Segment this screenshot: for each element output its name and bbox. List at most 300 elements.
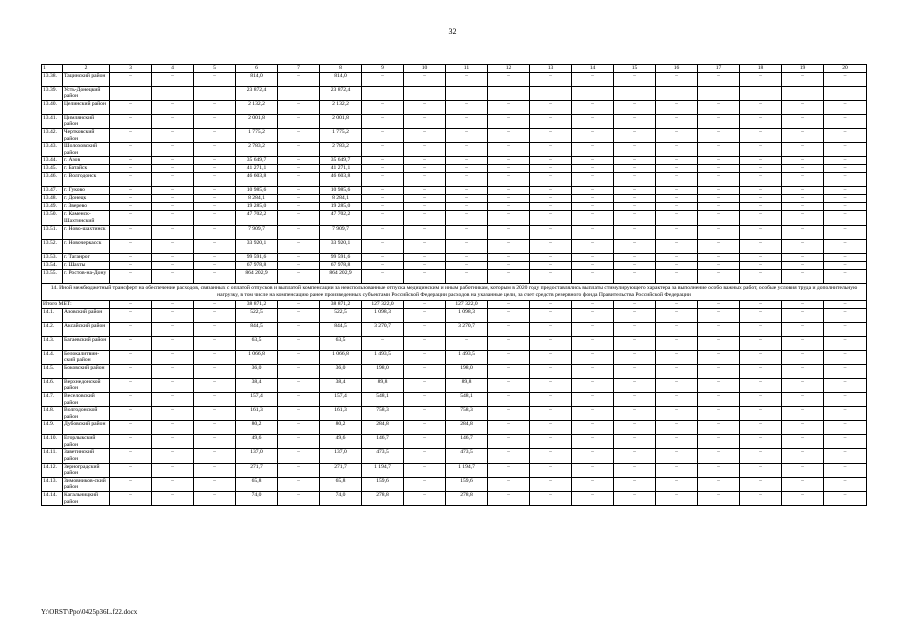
value-cell: – <box>194 463 236 477</box>
value-cell: – <box>530 173 572 187</box>
value-cell: – <box>614 477 656 491</box>
value-cell: – <box>614 378 656 392</box>
value-cell: – <box>194 239 236 253</box>
value-cell: – <box>362 143 404 157</box>
value-cell: – <box>362 203 404 211</box>
column-number-cell: 14 <box>572 65 614 73</box>
value-cell: – <box>404 463 446 477</box>
value-cell: – <box>698 269 740 283</box>
value-cell: – <box>572 195 614 203</box>
value-cell: – <box>782 449 824 463</box>
value-cell: – <box>614 72 656 86</box>
value-cell: – <box>530 350 572 364</box>
row-number-cell: 14.4. <box>42 350 63 364</box>
value-cell: – <box>614 407 656 421</box>
value-cell: – <box>488 72 530 86</box>
value-cell: – <box>194 392 236 406</box>
value-cell: – <box>614 239 656 253</box>
value-cell: – <box>572 269 614 283</box>
value-cell: – <box>572 364 614 378</box>
column-number-cell: 20 <box>824 65 867 73</box>
value-cell: – <box>740 336 782 350</box>
value-cell: – <box>824 128 867 142</box>
value-cell: – <box>194 173 236 187</box>
value-cell: 99 591,6 <box>236 253 278 261</box>
value-cell: 8 284,1 <box>236 195 278 203</box>
value-cell: – <box>824 100 867 114</box>
column-number-cell: 3 <box>110 65 152 73</box>
value-cell: – <box>740 211 782 225</box>
value-cell: – <box>488 421 530 435</box>
value-cell: 3 270,7 <box>362 322 404 336</box>
value-cell: – <box>152 322 194 336</box>
value-cell: – <box>488 165 530 173</box>
value-cell: – <box>698 261 740 269</box>
value-cell: – <box>782 378 824 392</box>
column-number-cell: 18 <box>740 65 782 73</box>
value-cell: – <box>530 477 572 491</box>
value-cell: – <box>152 269 194 283</box>
value-cell: – <box>572 211 614 225</box>
table-row <box>42 239 867 253</box>
row-number-cell: 13.49. <box>42 203 63 211</box>
value-cell: – <box>488 261 530 269</box>
value-cell: 159,6 <box>362 477 404 491</box>
value-cell: – <box>572 435 614 449</box>
value-cell: – <box>278 322 320 336</box>
value-cell: – <box>362 239 404 253</box>
value-cell: – <box>656 421 698 435</box>
value-cell: – <box>362 269 404 283</box>
value-cell: – <box>614 211 656 225</box>
value-cell: 47 702,2 <box>320 211 362 225</box>
value-cell: – <box>740 203 782 211</box>
value-cell: – <box>404 350 446 364</box>
value-cell: – <box>572 114 614 128</box>
value-cell: – <box>404 336 446 350</box>
value-cell: 99 591,6 <box>320 253 362 261</box>
value-cell: – <box>446 143 488 157</box>
value-cell: – <box>488 364 530 378</box>
value-cell: – <box>110 269 152 283</box>
value-cell: – <box>110 253 152 261</box>
table-row <box>42 449 867 463</box>
value-cell: – <box>698 350 740 364</box>
value-cell: – <box>488 143 530 157</box>
municipality-name-cell: г. Новочеркасск <box>63 239 110 253</box>
total-row <box>42 300 867 308</box>
value-cell: – <box>530 322 572 336</box>
value-cell: – <box>194 350 236 364</box>
table-row <box>42 165 867 173</box>
value-cell: 548,1 <box>446 392 488 406</box>
value-cell: – <box>152 203 194 211</box>
value-cell: – <box>278 477 320 491</box>
value-cell: – <box>740 143 782 157</box>
value-cell: – <box>782 308 824 322</box>
total-value-cell: – <box>698 300 740 308</box>
value-cell: 80,2 <box>320 421 362 435</box>
value-cell: – <box>446 253 488 261</box>
value-cell: – <box>572 143 614 157</box>
value-cell: – <box>782 203 824 211</box>
value-cell: – <box>824 421 867 435</box>
value-cell: – <box>488 308 530 322</box>
value-cell: – <box>656 392 698 406</box>
table-row <box>42 187 867 195</box>
value-cell: – <box>194 225 236 239</box>
row-number-cell: 13.40. <box>42 100 63 114</box>
value-cell: – <box>824 165 867 173</box>
value-cell: – <box>656 449 698 463</box>
value-cell: – <box>530 435 572 449</box>
value-cell: – <box>782 269 824 283</box>
value-cell: – <box>404 407 446 421</box>
value-cell: – <box>152 128 194 142</box>
value-cell: – <box>110 308 152 322</box>
value-cell: – <box>110 463 152 477</box>
value-cell: 23 872,4 <box>236 86 278 100</box>
value-cell: – <box>488 187 530 195</box>
value-cell: 46 603,8 <box>236 173 278 187</box>
value-cell: – <box>656 253 698 261</box>
municipality-name-cell: Шолоховский район <box>63 143 110 157</box>
value-cell: – <box>152 187 194 195</box>
value-cell: – <box>194 492 236 506</box>
value-cell: – <box>656 157 698 165</box>
value-cell: – <box>488 211 530 225</box>
row-number-cell: 13.52. <box>42 239 63 253</box>
value-cell: – <box>740 261 782 269</box>
value-cell: – <box>110 203 152 211</box>
value-cell: 271,7 <box>320 463 362 477</box>
value-cell: – <box>614 100 656 114</box>
value-cell: – <box>110 261 152 269</box>
value-cell: – <box>404 211 446 225</box>
value-cell: – <box>740 100 782 114</box>
row-number-cell: 13.43. <box>42 143 63 157</box>
value-cell: – <box>824 463 867 477</box>
value-cell: – <box>656 114 698 128</box>
table-row <box>42 350 867 364</box>
value-cell: – <box>698 143 740 157</box>
value-cell: 2 132,2 <box>320 100 362 114</box>
column-number-cell: 9 <box>362 65 404 73</box>
value-cell: 10 985,6 <box>320 187 362 195</box>
row-number-cell: 14.1. <box>42 308 63 322</box>
value-cell: 19 285,0 <box>320 203 362 211</box>
value-cell: – <box>614 157 656 165</box>
municipality-name-cell: Заветинский район <box>63 449 110 463</box>
value-cell: – <box>614 364 656 378</box>
value-cell <box>194 86 236 100</box>
value-cell: – <box>572 492 614 506</box>
value-cell <box>698 86 740 100</box>
value-cell: – <box>740 269 782 283</box>
value-cell: – <box>782 187 824 195</box>
value-cell: – <box>698 336 740 350</box>
municipality-name-cell: Верхнедонской район <box>63 378 110 392</box>
value-cell: – <box>194 100 236 114</box>
value-cell: – <box>488 269 530 283</box>
value-cell: 161,3 <box>320 407 362 421</box>
value-cell: – <box>572 308 614 322</box>
value-cell: – <box>824 477 867 491</box>
municipality-name-cell: Азовский район <box>63 308 110 322</box>
value-cell: – <box>152 350 194 364</box>
municipality-name-cell: г. Шахты <box>63 261 110 269</box>
value-cell: – <box>194 407 236 421</box>
value-cell: – <box>740 421 782 435</box>
value-cell: 23 872,4 <box>320 86 362 100</box>
value-cell: – <box>488 336 530 350</box>
table-row <box>42 364 867 378</box>
table-row <box>42 477 867 491</box>
total-value-cell: – <box>530 300 572 308</box>
value-cell: – <box>824 195 867 203</box>
value-cell: – <box>782 492 824 506</box>
value-cell: – <box>782 477 824 491</box>
value-cell: – <box>110 225 152 239</box>
value-cell: – <box>110 492 152 506</box>
value-cell: – <box>278 421 320 435</box>
municipality-name-cell: Белокалитвин-ский район <box>63 350 110 364</box>
value-cell: – <box>152 421 194 435</box>
value-cell: – <box>488 392 530 406</box>
value-cell: – <box>152 143 194 157</box>
value-cell: – <box>446 187 488 195</box>
value-cell: – <box>740 477 782 491</box>
total-value-cell: – <box>278 300 320 308</box>
value-cell: 157,4 <box>320 392 362 406</box>
municipality-name-cell: Веселовский район <box>63 392 110 406</box>
table-row <box>42 336 867 350</box>
value-cell: – <box>782 165 824 173</box>
value-cell: – <box>446 165 488 173</box>
value-cell: 65,8 <box>320 477 362 491</box>
value-cell: – <box>446 203 488 211</box>
value-cell <box>656 86 698 100</box>
value-cell: – <box>404 421 446 435</box>
value-cell: – <box>572 225 614 239</box>
value-cell: 63,5 <box>236 336 278 350</box>
value-cell: – <box>614 350 656 364</box>
value-cell: – <box>446 261 488 269</box>
value-cell: – <box>530 449 572 463</box>
value-cell: – <box>404 269 446 283</box>
value-cell: – <box>110 157 152 165</box>
value-cell: – <box>152 72 194 86</box>
value-cell: 814,0 <box>236 72 278 86</box>
value-cell: – <box>572 477 614 491</box>
row-number-cell: 13.45. <box>42 165 63 173</box>
value-cell: – <box>530 211 572 225</box>
value-cell: – <box>698 308 740 322</box>
value-cell: – <box>572 463 614 477</box>
value-cell: – <box>572 239 614 253</box>
value-cell: – <box>278 492 320 506</box>
value-cell: – <box>614 449 656 463</box>
value-cell: – <box>194 195 236 203</box>
section-title: 14. Иной межбюджетный трансферт на обеспечение расходов, связанных с оплатой отпусков и выплатой компенсации за неиспользованные отпуска медицинским и иным работникам, которым в 2020 году предоставлялись выплаты стимулирующего характера за выполнение особо важных работ, особые условия труда и дополнительную нагрузку, в том числе на компенсацию ранее произведенных субъектами Российской Федерации расходов на указанные цели, за счет средств резервного фонда Правительства Российской Федерации <box>42 283 867 300</box>
value-cell: 284,8 <box>362 421 404 435</box>
value-cell: – <box>194 203 236 211</box>
value-cell: – <box>530 336 572 350</box>
value-cell: – <box>110 143 152 157</box>
value-cell: 758,3 <box>446 407 488 421</box>
budget-table <box>41 64 867 506</box>
value-cell: – <box>362 128 404 142</box>
value-cell: – <box>446 128 488 142</box>
value-cell: – <box>404 308 446 322</box>
value-cell: – <box>488 239 530 253</box>
value-cell: – <box>362 157 404 165</box>
value-cell: – <box>194 449 236 463</box>
value-cell <box>110 86 152 100</box>
value-cell: – <box>740 187 782 195</box>
value-cell: 19 285,0 <box>236 203 278 211</box>
value-cell: – <box>110 364 152 378</box>
value-cell: – <box>530 195 572 203</box>
table-row <box>42 203 867 211</box>
value-cell: – <box>110 114 152 128</box>
value-cell: – <box>362 211 404 225</box>
value-cell: 2 001,8 <box>236 114 278 128</box>
table-row <box>42 128 867 142</box>
value-cell: 74,0 <box>236 492 278 506</box>
total-value-cell: – <box>824 300 867 308</box>
value-cell: 65,8 <box>236 477 278 491</box>
value-cell: – <box>404 225 446 239</box>
value-cell: 1 194,7 <box>362 463 404 477</box>
row-number-cell: 13.41. <box>42 114 63 128</box>
value-cell: – <box>110 322 152 336</box>
value-cell: – <box>782 463 824 477</box>
value-cell: – <box>530 261 572 269</box>
municipality-name-cell: г. Гуково <box>63 187 110 195</box>
municipality-name-cell: г. Ростов-на-Дону <box>63 269 110 283</box>
value-cell: – <box>782 435 824 449</box>
column-number-cell: 5 <box>194 65 236 73</box>
value-cell: – <box>194 378 236 392</box>
value-cell: 146,7 <box>362 435 404 449</box>
value-cell: – <box>614 308 656 322</box>
value-cell: – <box>446 239 488 253</box>
value-cell: 284,8 <box>446 421 488 435</box>
value-cell: – <box>656 165 698 173</box>
value-cell: – <box>404 492 446 506</box>
value-cell: – <box>278 378 320 392</box>
value-cell: – <box>824 173 867 187</box>
value-cell: – <box>152 157 194 165</box>
value-cell: 2 783,2 <box>320 143 362 157</box>
value-cell: – <box>698 463 740 477</box>
value-cell: – <box>194 128 236 142</box>
row-number-cell: 13.38. <box>42 72 63 86</box>
value-cell: – <box>446 225 488 239</box>
value-cell: – <box>740 308 782 322</box>
value-cell: – <box>110 407 152 421</box>
value-cell: – <box>740 492 782 506</box>
value-cell: – <box>614 225 656 239</box>
total-value-cell: – <box>488 300 530 308</box>
row-number-cell: 14.3. <box>42 336 63 350</box>
table-row <box>42 435 867 449</box>
value-cell: 1 194,7 <box>446 463 488 477</box>
value-cell: – <box>530 378 572 392</box>
row-number-cell: 14.14. <box>42 492 63 506</box>
value-cell <box>740 86 782 100</box>
value-cell: 1 493,5 <box>362 350 404 364</box>
value-cell: – <box>278 100 320 114</box>
value-cell: – <box>530 407 572 421</box>
total-value-cell: – <box>404 300 446 308</box>
table-row <box>42 86 867 100</box>
value-cell: – <box>572 253 614 261</box>
value-cell: 814,0 <box>320 72 362 86</box>
value-cell: – <box>782 322 824 336</box>
value-cell: – <box>278 308 320 322</box>
value-cell: 46 603,8 <box>320 173 362 187</box>
value-cell: – <box>824 261 867 269</box>
table-row <box>42 269 867 283</box>
column-number-cell: 8 <box>320 65 362 73</box>
value-cell: – <box>614 336 656 350</box>
value-cell: 89,8 <box>446 378 488 392</box>
value-cell <box>572 86 614 100</box>
value-cell: 157,4 <box>236 392 278 406</box>
value-cell: – <box>404 449 446 463</box>
municipality-name-cell: Чертковский район <box>63 128 110 142</box>
value-cell: 758,3 <box>362 407 404 421</box>
value-cell: – <box>572 128 614 142</box>
value-cell: – <box>488 435 530 449</box>
municipality-name-cell: Егорлыкский район <box>63 435 110 449</box>
value-cell: – <box>488 350 530 364</box>
total-value-cell: – <box>152 300 194 308</box>
value-cell: – <box>530 253 572 261</box>
value-cell: – <box>278 253 320 261</box>
value-cell: – <box>740 407 782 421</box>
column-number-cell: 11 <box>446 65 488 73</box>
value-cell: – <box>488 173 530 187</box>
value-cell: – <box>194 269 236 283</box>
value-cell: – <box>782 261 824 269</box>
value-cell: 80,2 <box>236 421 278 435</box>
value-cell: – <box>530 187 572 195</box>
value-cell: – <box>782 253 824 261</box>
municipality-name-cell: Дубовский район <box>63 421 110 435</box>
column-number-cell: 4 <box>152 65 194 73</box>
value-cell: – <box>782 407 824 421</box>
value-cell: 844,5 <box>320 322 362 336</box>
municipality-name-cell: г. Азов <box>63 157 110 165</box>
value-cell: 3 270,7 <box>446 322 488 336</box>
value-cell: – <box>824 435 867 449</box>
value-cell: – <box>530 421 572 435</box>
value-cell: 1 775,2 <box>236 128 278 142</box>
total-value-cell: – <box>656 300 698 308</box>
value-cell: – <box>530 364 572 378</box>
municipality-name-cell: г. Донецк <box>63 195 110 203</box>
column-number-cell: 17 <box>698 65 740 73</box>
value-cell: – <box>110 187 152 195</box>
file-path-footer: Y:\ORST\Ppo\0425p36L.f22.docx <box>41 608 138 616</box>
value-cell: – <box>530 308 572 322</box>
value-cell: – <box>614 261 656 269</box>
value-cell: – <box>404 239 446 253</box>
row-number-cell: 14.13. <box>42 477 63 491</box>
